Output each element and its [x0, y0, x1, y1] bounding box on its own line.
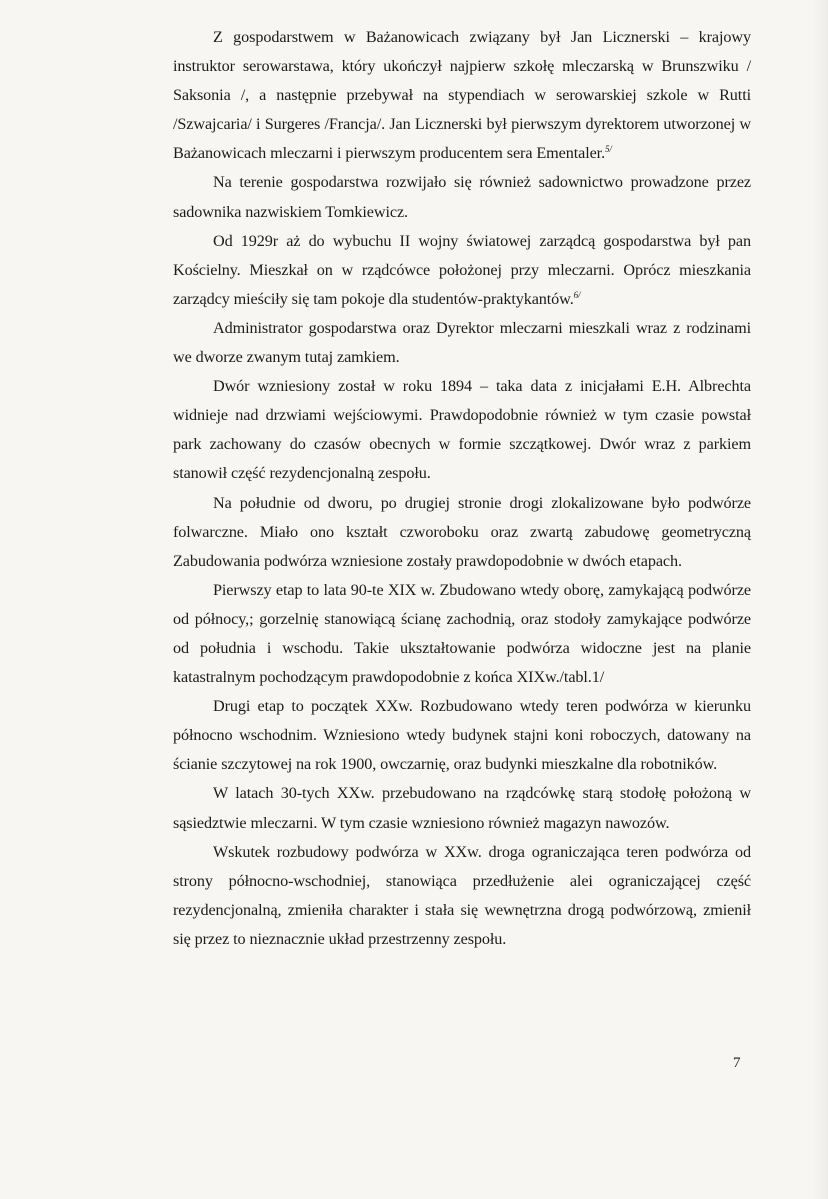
paragraph-text: Na południe od dworu, po drugiej stronie drogi zlokalizowane było podwórze folwarczne. Miało ono kształt czworoboku oraz zwartą zabudowę geometryczną Zabudowania podwórza wzniesione zostały prawdopodobnie w dwóch etapach.: [173, 493, 751, 570]
paragraph-administrator: [173, 314, 751, 372]
scan-edge-shadow: [812, 0, 828, 1199]
paragraph-zarzadca: [173, 227, 751, 314]
paragraph-text: Na terenie gospodarstwa rozwijało się również sadownictwo prowadzone przez sadownika nazwiskiem Tomkiewicz.: [173, 173, 751, 221]
paragraph-licznerski: [173, 23, 751, 168]
paragraph-dwor: [173, 372, 751, 488]
paragraph-text: Wskutek rozbudowy podwórza w XXw. droga ograniczająca teren podwórza od strony północno-wschodniej, stanowiąca przedłużenie alei ograniczającej część rezydencjonalną, zmieniła charakter i stała się wewnętrzna drogą podwórzową, zmienił się przez to nieznacznie układ przestrzenny zespołu.: [173, 842, 751, 948]
paragraph-text: W latach 30-tych XXw. przebudowano na rządcówkę starą stodołę położoną w sąsiedztwie mleczarni. W tym czasie wzniesiono również magazyn nawozów.: [173, 784, 751, 832]
paragraph-text: Pierwszy etap to lata 90-te XIX w. Zbudowano wtedy oborę, zamykającą podwórze od północy,; gorzelnię stanowiącą ścianę zachodnią, oraz stodoły zamykające podwórze od południa i wschodu. Takie ukształtowanie podwórza widoczne jest na planie katastralnym pochodzącym prawdopodobnie z końca XIXw./tabl.1/: [173, 580, 751, 687]
paragraph-text: Drugi etap to początek XXw. Rozbudowano wtedy teren podwórza w kierunku północno wschodnim. Wzniesiono wtedy budynek stajni koni roboczych, datowany na ścianie szczytowej na rok 1900, owczarnię, oraz budynki mieszkalne dla robotników.: [173, 697, 751, 774]
footnote-ref: 5/: [605, 144, 612, 155]
paragraph-text: Dwór wzniesiony został w roku 1894 – taka data z inicjałami E.H. Albrechta widnieje nad drzwiami wejściowymi. Prawdopodobnie również w tym czasie powstał park zachowany do czasów obecnych w formie szczątkowej. Dwór wraz z parkiem stanowił część rezydencjonalną zespołu.: [173, 377, 751, 483]
paragraph-text: Administrator gospodarstwa oraz Dyrektor mleczarni mieszkali wraz z rodzinami we dworze zwanym tutaj zamkiem.: [173, 318, 751, 367]
paragraph-drugi-etap: [173, 692, 751, 779]
paragraph-sadownictwo: [173, 168, 751, 226]
paragraph-lata-30: [173, 779, 751, 837]
paragraph-pierwszy-etap: [173, 576, 751, 692]
footnote-ref: 6/: [573, 289, 581, 300]
page-number: 7: [733, 1055, 741, 1071]
paragraph-text: Od 1929r aż do wybuchu II wojny światowej zarządcą gospodarstwa był pan Kościelny. Mieszkał on w rządcówce położonej przy mleczarni. Oprócz mieszkania zarządcy mieściły się tam pokoje dla studentów-praktykantów.: [173, 231, 751, 308]
document-body: [173, 23, 751, 954]
paragraph-rozbudowa: [173, 838, 751, 954]
paragraph-podworze: [173, 489, 751, 576]
paragraph-text: Z gospodarstwem w Bażanowicach związany był Jan Licznerski – krajowy instruktor serowarstawa, który ukończył najpierw szkołę mleczarską w Brunszwiku / Saksonia /, a następnie przebywał na stypendiach w serowarskiej szkole w Rutti /Szwajcaria/ i Surgeres /Francja/. Jan Licznerski był pierwszym dyrektorem utworzonej w Bażanowicach mleczarni i pierwszym producentem sera Ementaler.: [173, 28, 751, 163]
